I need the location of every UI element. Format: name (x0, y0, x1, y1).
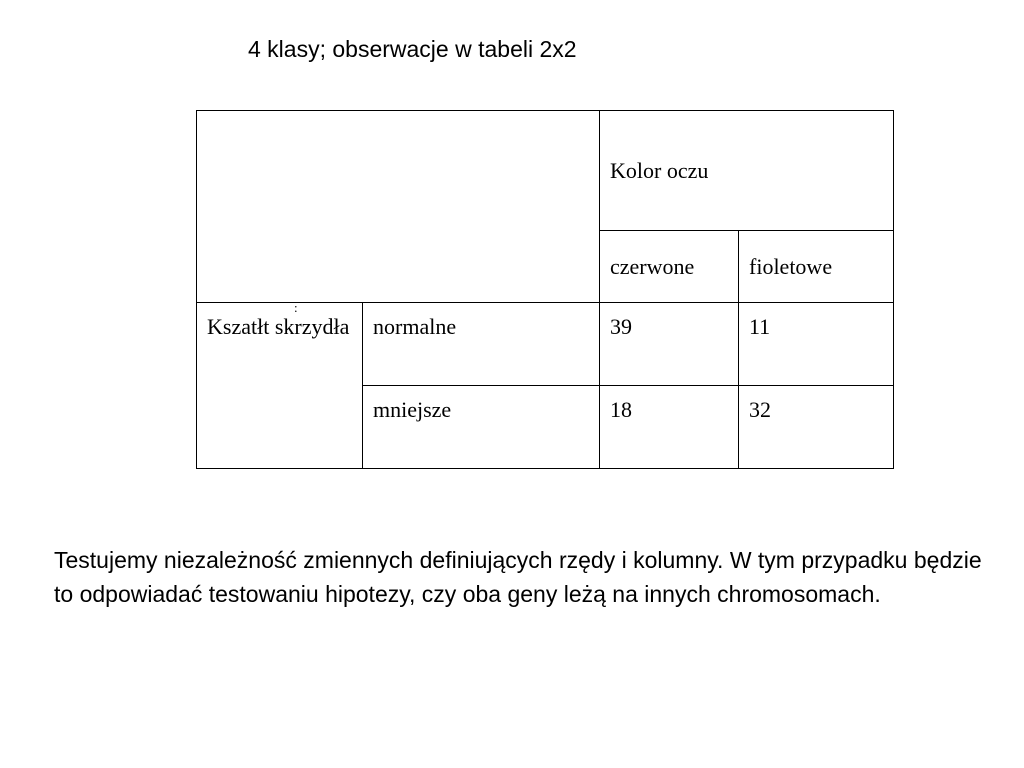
table-header-row (197, 111, 894, 231)
value-cell: 39 (600, 303, 739, 386)
value-cell: 32 (739, 386, 894, 469)
stray-colon-mark: : (294, 300, 298, 315)
row-label-cell: mniejsze (363, 386, 600, 469)
value-cell: 11 (739, 303, 894, 386)
empty-corner-cell (197, 111, 600, 303)
table-row (197, 303, 894, 386)
slide-title: 4 klasy; obserwacje w tabeli 2x2 (248, 36, 577, 62)
row-header-label: Kszatłt skrzydła (207, 314, 350, 339)
row-label-cell: normalne (363, 303, 600, 386)
row-header-cell (197, 300, 363, 469)
slide-body-text: Testujemy niezależność zmiennych definiujących rzędy i kolumny. W tym przypadku będzie to odpowiadać testowaniu hipotezy, czy oba geny leżą na innych chromosomach. (54, 547, 982, 607)
column-label-cell: czerwone (600, 231, 739, 303)
column-label-cell: fioletowe (739, 231, 894, 303)
value-cell: 18 (600, 386, 739, 469)
column-header-cell: Kolor oczu (600, 111, 894, 231)
contingency-table (196, 110, 894, 469)
